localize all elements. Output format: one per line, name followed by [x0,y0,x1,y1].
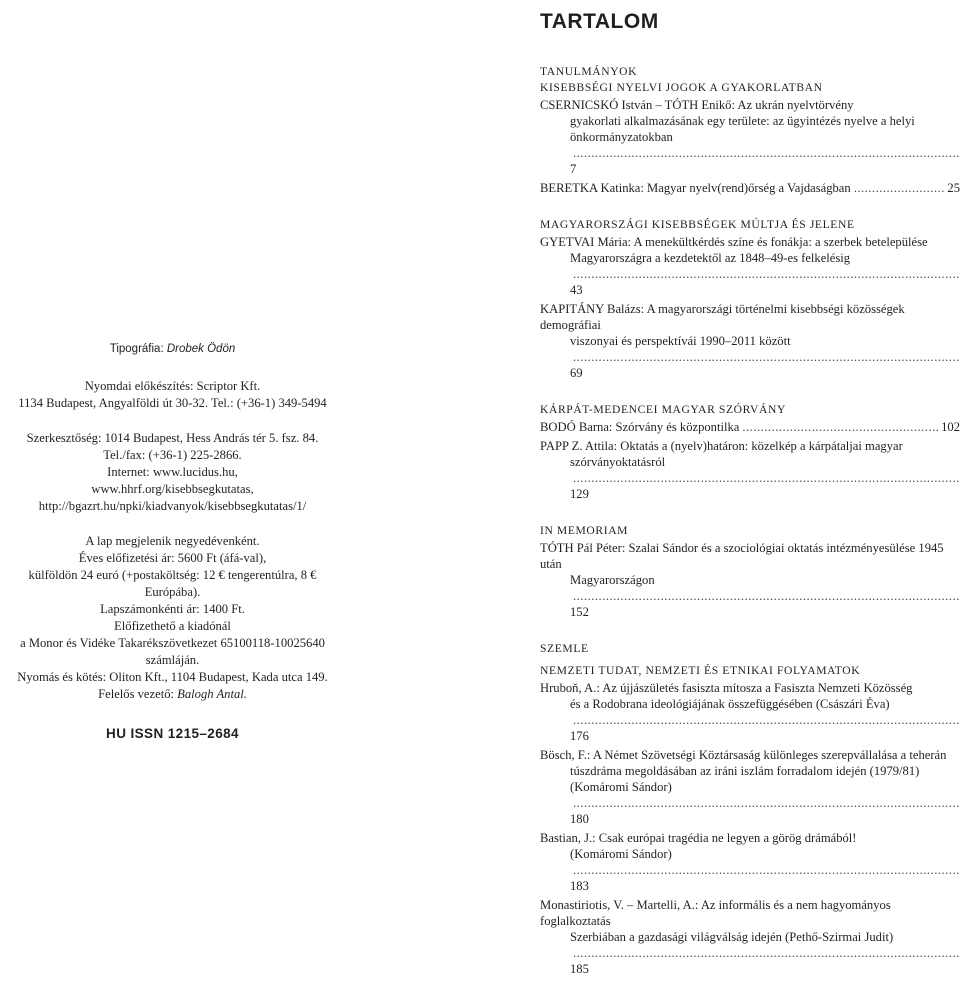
section-heading: SZEMLE [540,642,589,655]
toc-entry[interactable] [540,540,960,620]
toc-entry[interactable] [540,97,960,177]
section-heading: MAGYARORSZÁGI KISEBBSÉGEK MÚLTJA ÉS JELENE [540,218,855,231]
page-number: 129 [570,487,589,501]
toc-entry[interactable] [540,301,960,381]
entry-text: túszdráma megoldásában az iráni iszlám forradalom idején (1979/81) [570,764,920,778]
entry-text: viszonyai és perspektívái 1990–2011 között [570,334,791,348]
entry-text: és a Rodobrana ideológiájának összefüggésében (Császári Éva) [570,697,890,711]
tel-fax: Tel./fax: (+36-1) 225-2866. [103,448,242,462]
abroad-price: külföldön 24 euró (+postaköltség: 12 € tengerentúlra, 8 € Európába). [28,568,317,599]
page-number: 183 [570,879,589,893]
page-number: 180 [570,812,589,826]
page-number: 152 [570,605,589,619]
entry-text: CSERNICSKÓ István – TÓTH Enikő: Az ukrán nyelvtörvény [540,98,854,112]
page-number: 7 [570,162,577,176]
toc-entry[interactable] [540,747,960,827]
toc-section-studies [540,64,960,196]
page-title: TARTALOM [540,10,659,33]
prepress-credit: Nyomdai előkészítés: Scriptor Kft. [84,379,261,393]
dot-leader [573,350,960,364]
toc-entry[interactable] [540,897,960,977]
entry-text: Monastiriotis, V. – Martelli, A.: Az informális és a nem hagyományos foglalkoztatás [540,898,891,928]
frequency-note: A lap megjelenik negyedévenként. [85,534,260,548]
dot-leader [742,419,938,435]
entry-text: TÓTH Pál Péter: Szalai Sándor és a szociológiai oktatás intézményesülése 1945 után [540,541,944,571]
entry-text: szórványoktatásról [570,455,666,469]
page-number: 43 [570,283,583,297]
entry-text: önkormányzatokban [570,130,673,144]
typography-name: Drobek Ödön [166,343,236,355]
entry-text: Bastian, J.: Csak európai tragédia ne legyen a görög drámából! [540,831,857,845]
entry-text: Hruboň, A.: Az újjászületés fasiszta mítosza a Fasiszta Nemzeti Közösség [540,681,913,695]
bank-account: a Monor és Vidéke Takarékszövetkezet 65100118-10025640 számláján. [20,636,325,667]
issn: HU ISSN 1215–2684 [106,726,239,741]
entry-text: GYETVAI Mária: A menekültkérdés színe és fonákja: a szerbek betelepülése [540,235,928,249]
section-subheading: KISEBBSÉGI NYELVI JOGOK A GYAKORLATBAN [540,81,823,94]
section-subheading: NEMZETI TUDAT, NEMZETI ÉS ETNIKAI FOLYAMATOK [540,664,861,677]
page-number: 185 [570,962,589,976]
dot-leader [573,796,960,810]
entry-text: KAPITÁNY Balázs: A magyarországi történelmi kisebbségi közösségek demográfiai [540,302,905,332]
toc-entry[interactable] [540,830,960,894]
page-number: 102 [941,420,960,434]
colophon [0,340,345,742]
dot-leader [573,267,960,281]
entry-text: (Komáromi Sándor) [570,847,672,861]
dot-leader [573,471,960,485]
entry-text: Szerbiában a gazdasági világválság idején (Pethő-Szirmai Judit) [570,930,894,944]
dot-leader [573,863,960,877]
manager-name: Balogh Antal. [177,687,247,701]
manager-credit [0,686,345,703]
prepress-address: 1134 Budapest, Angyalföldi út 30-32. Tel.: (+36-1) 349-5494 [18,396,327,410]
toc-section-review [540,641,960,977]
entry-text: PAPP Z. Attila: Oktatás a (nyelv)határon: közelkép a kárpátaljai magyar [540,439,903,453]
toc-entry[interactable] [540,438,960,502]
entry-text: Magyarországon [570,573,655,587]
subscription-price: Éves előfizetési ár: 5600 Ft (áfá-val), [78,551,267,565]
dot-leader [573,589,960,603]
page-number: 176 [570,729,589,743]
section-heading: IN MEMORIAM [540,524,629,537]
entry-text: Magyarországra a kezdetektől az 1848–49-es felkelésig [570,251,851,265]
toc-entry[interactable] [540,419,960,435]
order-note: Előfizethető a kiadónál [114,619,231,633]
entry-text: (Komáromi Sándor) [570,780,672,794]
dot-leader [573,146,960,160]
entry-text: Bösch, F.: A Német Szövetségi Köztársaság különleges szerepvállalása a teherán [540,748,947,762]
editorial-address: Szerkesztőség: 1014 Budapest, Hess András tér 5. fsz. 84. [26,431,319,445]
table-of-contents [540,64,960,998]
entry-text: gyakorlati alkalmazásának egy területe: az ügyintézés nyelve a helyi [570,114,915,128]
entry-text: BODÓ Barna: Szórvány és központilka [540,420,740,434]
web-link[interactable]: http://bgazrt.hu/npki/kiadvanyok/kisebbsegkutatas/1/ [38,499,307,513]
section-heading: TANULMÁNYOK [540,65,638,78]
manager-label: Felelős vezető: [98,687,178,701]
single-issue-price: Lapszámonkénti ár: 1400 Ft. [100,602,245,616]
page-number: 69 [570,366,583,380]
typography-label: Tipográfia: [109,343,167,355]
dot-leader [573,946,960,960]
dot-leader [573,713,960,727]
toc-entry[interactable] [540,680,960,744]
entry-text: BERETKA Katinka: Magyar nyelv(rend)őrség a Vajdaságban [540,181,851,195]
toc-section-hungarian-minorities [540,217,960,381]
toc-section-in-memoriam [540,523,960,620]
page-number: 25 [947,181,960,195]
internet-link[interactable]: Internet: www.lucidus.hu, [107,465,238,479]
toc-section-diaspora [540,402,960,502]
dot-leader [854,180,945,196]
typography-credit [0,340,345,358]
toc-entry[interactable] [540,234,960,298]
section-heading: KÁRPÁT-MEDENCEI MAGYAR SZÓRVÁNY [540,403,786,416]
toc-entry[interactable] [540,180,960,196]
web-link[interactable]: www.hhrf.org/kisebbsegkutatas, [91,482,254,496]
printer-credit: Nyomás és kötés: Oliton Kft., 1104 Budapest, Kada utca 149. [17,670,328,684]
